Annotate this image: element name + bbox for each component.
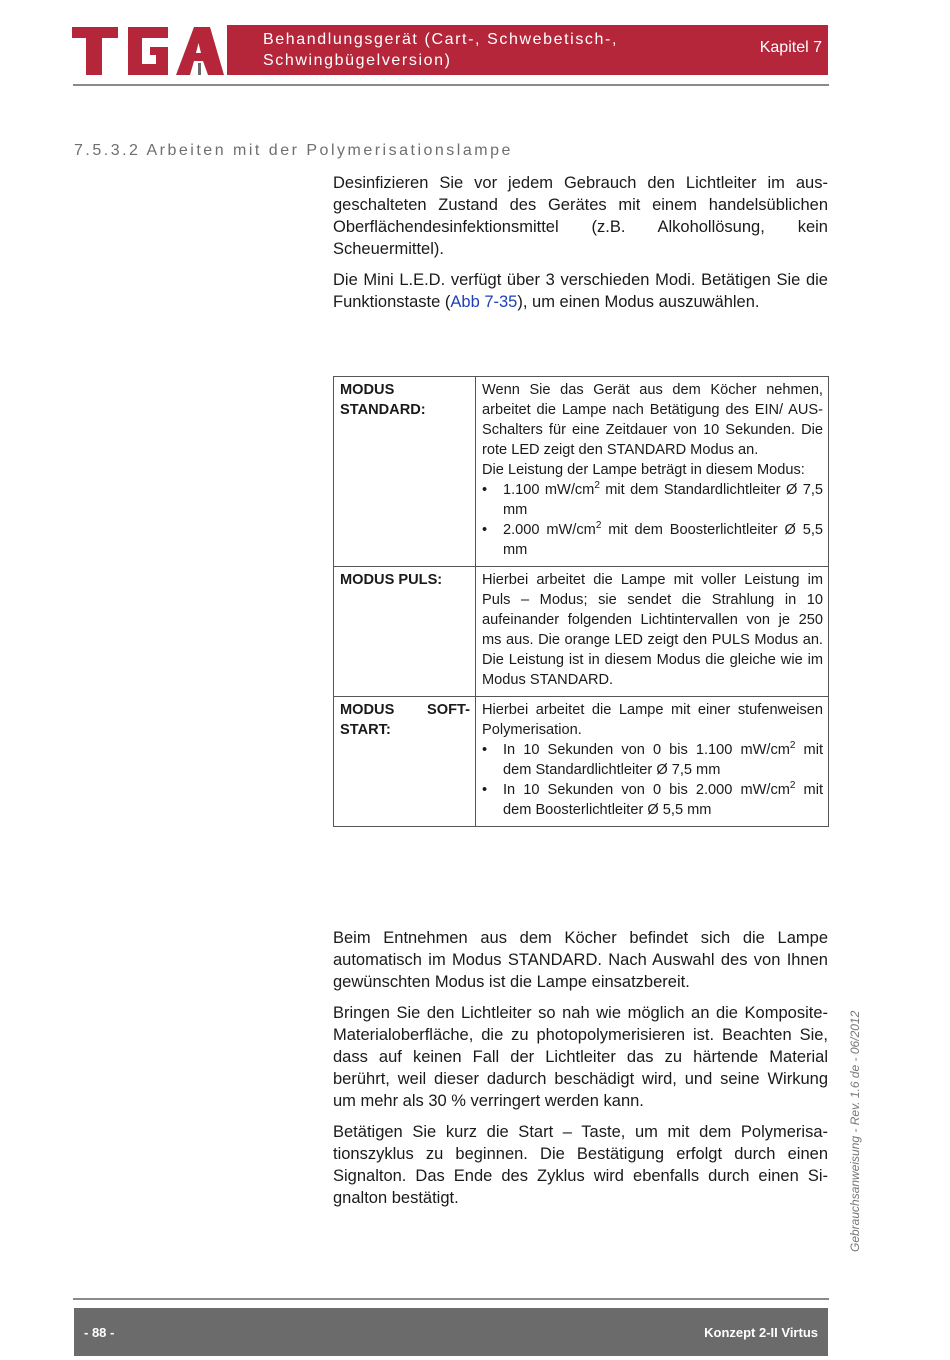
outro-paragraph-1: Beim Entnehmen aus dem Köcher befindet sich die Lampe automatisch im Modus STANDARD. Nach Auswahl des von Ihnen gewünschten Modus ist die Lampe einsatzbereit. xyxy=(333,929,828,991)
mode-description-cell xyxy=(476,377,829,567)
tga-logo xyxy=(72,27,224,75)
product-name: Konzept 2-II Virtus xyxy=(704,1325,818,1340)
intro-text xyxy=(333,172,828,322)
mode-name-cell xyxy=(334,567,476,697)
mode-description: Die Leistung der Lampe beträgt in diesem Modus: xyxy=(482,462,805,478)
page-number: - 88 - xyxy=(84,1325,115,1340)
outro-text xyxy=(333,927,828,1218)
header-divider xyxy=(73,84,829,86)
document-title-line-2: Schwingbügelversion) xyxy=(263,52,452,69)
mode-description: Hierbei arbeitet die Lampe mit einer stufenweisen Polymerisation. xyxy=(482,702,823,738)
document-title-line-1: Behandlungsgerät (Cart-, Schwebetisch-, xyxy=(263,31,618,48)
mode-description: Wenn Sie das Gerät aus dem Köcher nehmen, arbeitet die Lampe nach Betätigung des EIN/ AUS-Schalters für eine Zeitdauer von 10 Sekunden. Die rote LED zeigt den STANDARD Modus an. xyxy=(482,382,823,458)
mode-name-cell xyxy=(334,697,476,827)
mode-name: STANDARD: xyxy=(340,402,426,418)
intro-paragraph-2: Die Mini L.E.D. verfügt über 3 verschieden Modi. Betätigen Sie die Funktionstaste (Abb 7-35), um einen Modus auszuwählen. xyxy=(333,271,828,311)
bullet-list xyxy=(482,740,823,820)
footer-divider xyxy=(73,1298,829,1300)
mode-name: MODUS SOFT- xyxy=(340,702,470,718)
modes-table xyxy=(333,376,829,827)
chapter-label: Kapitel 7 xyxy=(759,39,822,56)
table-row xyxy=(334,697,829,827)
list-item: • In 10 Sekunden von 0 bis 2.000 $mW/cm^2$ mit dem Boosterlichtleiter Ø 5,5 mm xyxy=(482,780,823,820)
footer-band xyxy=(74,1308,828,1356)
mode-description: Hierbei arbeitet die Lampe mit voller Leistung im Puls – Modus; sie sendet die Strahlung in 10 aufeinander folgenden Lichtintervallen von je 250 ms aus. Die orange LED zeigt den PULS Modus an. Die Leistung ist in diesem Modus die gleiche wie im Modus STANDARD. xyxy=(482,572,823,688)
mode-description-cell xyxy=(476,697,829,827)
table-row xyxy=(334,567,829,697)
header-band xyxy=(227,25,828,75)
list-item: • In 10 Sekunden von 0 bis 1.100 $mW/cm^2$ mit dem Standardlichtleiter Ø 7,5 mm xyxy=(482,740,823,780)
mode-description-cell xyxy=(476,567,829,697)
outro-paragraph-2: Bringen Sie den Lichtleiter so nah wie möglich an die Komposite-Materialoberfläche, die zu photopolymerisieren ist. Beachten Sie, dass auf keinen Fall der Lichtleiter das zu härtende Material berührt, weil dieser dadurch beschädigt wird, und seine Wirkung um mehr als 30 % verringert werden kann. xyxy=(333,1004,828,1110)
mode-name: MODUS PULS: xyxy=(340,572,443,588)
bullet-list xyxy=(482,480,823,560)
revision-note: Gebrauchsanweisung - Rev. 1.6 de - 06/2012 xyxy=(848,1010,862,1252)
figure-reference-link[interactable]: Abb 7-35 xyxy=(450,293,518,311)
section-heading: 7.5.3.2 Arbeiten mit der Polymerisationslampe xyxy=(74,142,513,159)
list-item: • 2.000 $mW/cm^2$ mit dem Boosterlichtleiter Ø 5,5 mm xyxy=(482,520,823,560)
mode-name: MODUS xyxy=(340,382,395,398)
outro-paragraph-3: Betätigen Sie kurz die Start – Taste, um mit dem Polymerisationszyklus zu beginnen. Die Bestätigung erfolgt durch einen Signalton. Das Ende des Zyklus wird ebenfalls durch einen Signalton bestätigt. xyxy=(333,1123,828,1207)
mode-name-cell xyxy=(334,377,476,567)
mode-name: START: xyxy=(340,722,391,738)
table-row xyxy=(334,377,829,567)
list-item: • 1.100 $mW/cm^2$ mit dem Standardlichtleiter Ø 7,5 mm xyxy=(482,480,823,520)
document-title xyxy=(263,29,618,71)
intro-paragraph-1: Desinfizieren Sie vor jedem Gebrauch den Lichtleiter im ausgeschalteten Zustand des Gerätes mit einem handelsüblichen Oberflächendesinfektionsmittel (z.B. Alkohollösung, kein Scheuermittel). xyxy=(333,174,828,258)
